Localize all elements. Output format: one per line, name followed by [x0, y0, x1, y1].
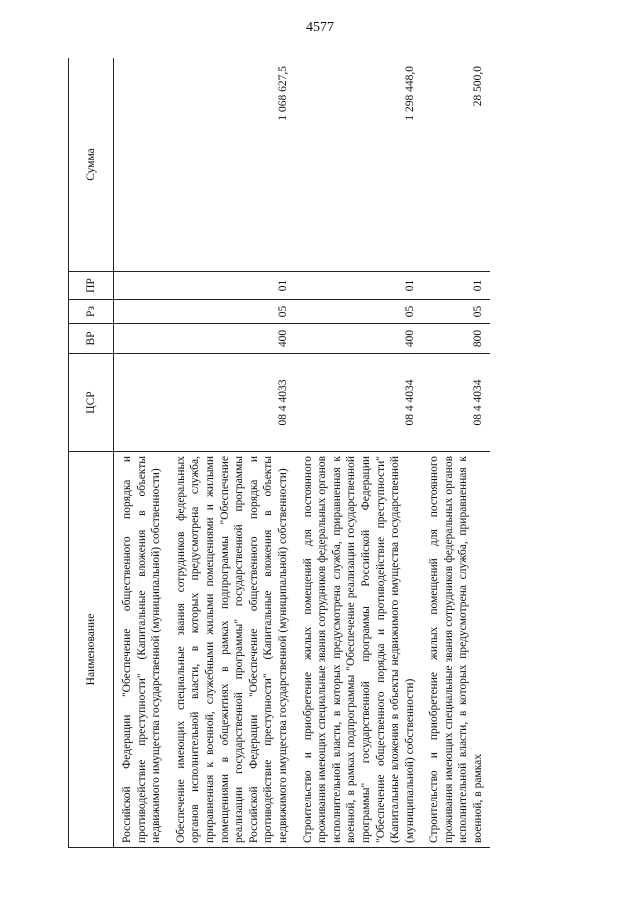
row-sum	[114, 58, 168, 272]
budget-table	[68, 58, 490, 848]
table-row	[168, 58, 295, 848]
row-vr: 400	[168, 324, 295, 354]
page-number: 4577	[306, 20, 334, 35]
landscape-table-container	[68, 58, 603, 848]
row-rz: 05	[421, 300, 489, 324]
row-csr: 08 4 4034	[421, 354, 489, 452]
rotated-page-area	[68, 58, 603, 848]
row-sum: 1 298 448,0	[295, 58, 422, 272]
row-sum: 1 068 627,5	[168, 58, 295, 272]
row-name: Строительство и приобретение жилых помещений для постоянного проживания имеющих специальные звания сотрудников федеральных органов исполнительной власти, в которых предусмотрена служба, приравненная к военной, в рамках	[421, 452, 489, 848]
row-rz: 05	[295, 300, 422, 324]
row-name: Строительство и приобретение жилых помещений для постоянного проживания имеющих специальные звания сотрудников федеральных органов исполнительной власти, в которых предусмотрена служба, приравненная к военной, в рамках подпрограммы "Обеспечение реализации государственной программы" государственной программы Российской Федерации "Обеспечение общественного порядка и противодействие преступности" (Капитальные вложения в объекты недвижимого имущества государственной (муниципальной) собственности)	[295, 452, 422, 848]
row-pr: 01	[295, 272, 422, 300]
row-name: Российской Федерации "Обеспечение общественного порядка и противодействие преступности" (Капитальные вложения в объекты недвижимого имущества государственной (муниципальной) собственности)	[114, 452, 168, 848]
row-pr: 01	[168, 272, 295, 300]
header-csr: ЦСР	[69, 354, 114, 452]
table-row	[295, 58, 422, 848]
header-rz: Рз	[69, 300, 114, 324]
header-sum: Сумма	[69, 58, 114, 272]
table-row	[421, 58, 489, 848]
row-rz: 05	[168, 300, 295, 324]
row-csr: 08 4 4034	[295, 354, 422, 452]
header-pr: ПР	[69, 272, 114, 300]
row-vr	[114, 324, 168, 354]
row-pr	[114, 272, 168, 300]
row-csr: 08 4 4033	[168, 354, 295, 452]
header-vr: ВР	[69, 324, 114, 354]
row-sum: 28 500,0	[421, 58, 489, 272]
row-name: Обеспечение имеющих специальные звания сотрудников федеральных органов исполнительной власти, в которых предусмотрена служба, приравненная к военной, служебными жилыми помещениями и жилыми помещениями в общежитиях в рамках подпрограммы "Обеспечение реализации государственной программы" государственной программы Российской Федерации "Обеспечение общественного порядка и противодействие преступности" (Капитальные вложения в объекты недвижимого имущества государственной (муниципальной) собственности)	[168, 452, 295, 848]
row-rz	[114, 300, 168, 324]
row-pr: 01	[421, 272, 489, 300]
header-name: Наименование	[69, 452, 114, 848]
table-row	[114, 58, 168, 848]
row-csr	[114, 354, 168, 452]
row-vr: 400	[295, 324, 422, 354]
header-row	[69, 58, 114, 848]
row-vr: 800	[421, 324, 489, 354]
